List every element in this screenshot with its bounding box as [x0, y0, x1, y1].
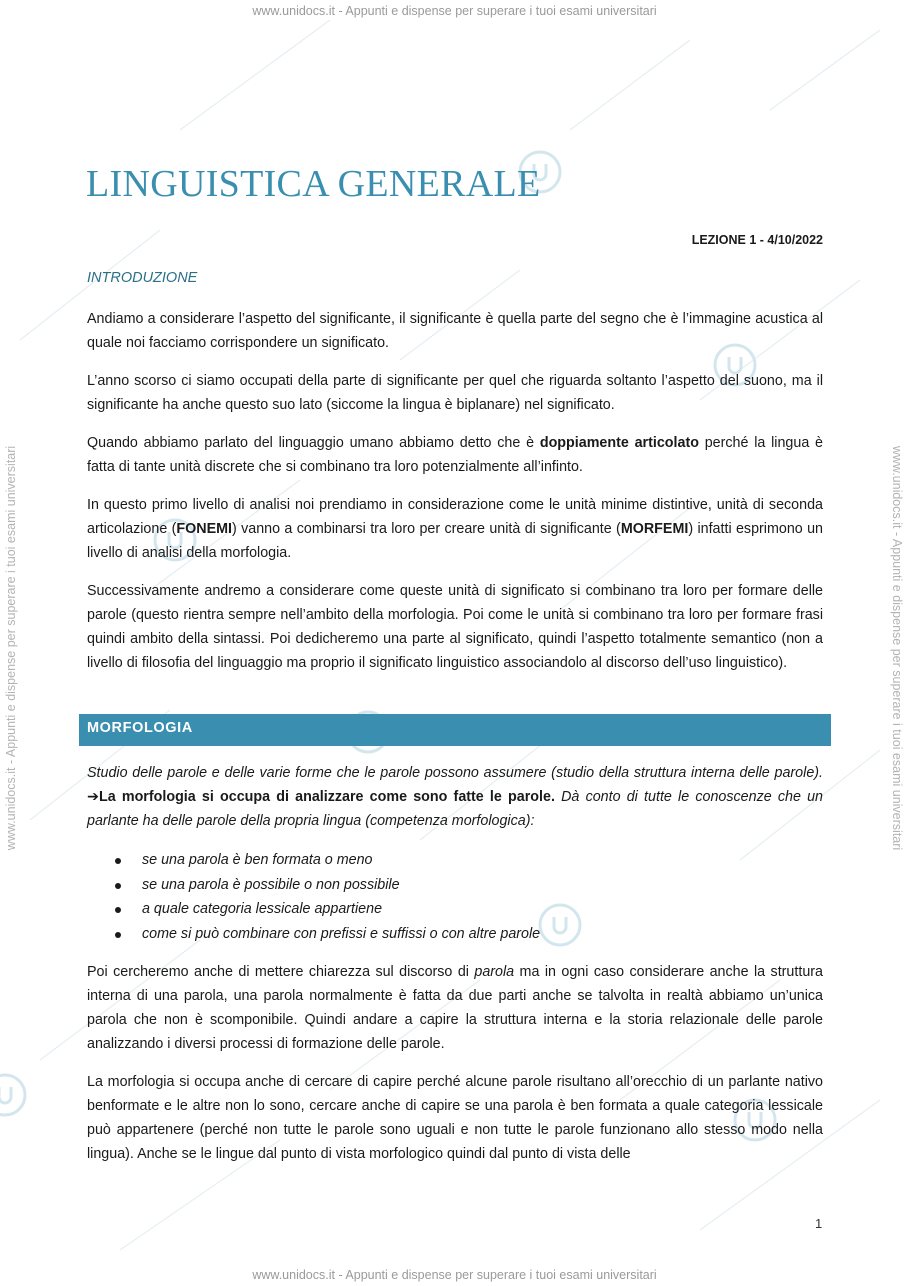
paragraph-1: Andiamo a considerare l’aspetto del significante, il significante è quella parte del segno che è l’immagine acustica al quale noi facciamo corrispondere un significato. — [87, 311, 823, 351]
morphology-intro-text-1: Studio delle parole e delle varie forme che le parole possono assumere (studio della struttura interna delle parole). — [87, 765, 823, 781]
bullet-icon — [115, 883, 121, 889]
bullet-icon — [115, 907, 121, 913]
watermark-left: www.unidocs.it - Appunti e dispense per superare i tuoi esami universitari — [4, 445, 18, 851]
paragraph-3 — [87, 431, 823, 479]
list-item-text: se una parola è possibile o non possibile — [142, 876, 400, 893]
paragraph-7 — [87, 960, 823, 1056]
list-item-text: a quale categoria lessicale appartiene — [142, 901, 383, 917]
watermark-top[interactable]: www.unidocs.it - Appunti e dispense per superare i tuoi esami universitari — [252, 4, 657, 18]
intro-heading: INTRODUZIONE — [87, 270, 198, 286]
watermark-right: www.unidocs.it - Appunti e dispense per superare i tuoi esami universitari — [890, 445, 904, 851]
section-heading: MORFOLOGIA — [87, 720, 193, 736]
unidocs-logo-icon — [0, 1075, 25, 1115]
morphology-intro-text-2: Dà conto di tutte le conoscenze che un parlante ha delle parole della propria lingua (competenza morfologica): — [87, 789, 824, 829]
paragraph-7-text-end: ma in ogni caso considerare anche la struttura interna di una parola, una parola normalmente è fatta da due parti anche se talvolta in realtà abbiamo un’unica parola che non è scomponibile. Quindi andare a capire la struttura interna e la storia relazionale delle parole analizzando i diversi processi di formazione delle parole. — [87, 964, 823, 1052]
list-item — [115, 873, 540, 898]
page-number: 1 — [815, 1216, 823, 1231]
list-item — [115, 848, 540, 873]
paragraph-4-text-3: ) infatti esprimono un livello di analisi della morfologia. — [87, 521, 823, 561]
paragraph-3-text-end: perché la lingua è fatta di tante unità discrete che si combinano tra loro potenzialmente all’infinto. — [87, 435, 823, 475]
term-fonemi: FONEMI — [176, 521, 232, 537]
paragraph-5: Successivamente andremo a considerare come queste unità di significato si combinano tra loro per formare delle parole (questo rientra sempre nell’ambito della morfologia. Poi come le unità si combinano tra loro per formare frasi quindi ambito della sintassi. Poi dedicheremo una parte al significato, quindi l’aspetto totalmente semantico (non a livello di filosofia del linguaggio ma proprio il significato linguistico associandolo al discorso dell’uso linguistico). — [87, 583, 823, 671]
paragraph-4-text-2: ) vanno a combinarsi tra loro per creare unità di significante ( — [232, 521, 621, 537]
competence-list — [115, 848, 540, 946]
paragraph-4-text-1: In questo primo livello di analisi noi prendiamo in considerazione come le unità minime distintive, unità di seconda articolazione ( — [87, 497, 823, 537]
bullet-icon — [115, 932, 121, 938]
arrow-icon: ➔ — [87, 789, 99, 805]
section-heading-bar — [79, 714, 831, 746]
lesson-label: LEZIONE 1 - 4/10/2022 — [691, 233, 823, 247]
morphology-definition: La morfologia si occupa di analizzare come sono fatte le parole. — [98, 789, 555, 805]
watermark-bottom[interactable]: www.unidocs.it - Appunti e dispense per superare i tuoi esami universitari — [252, 1268, 657, 1282]
list-item — [115, 897, 540, 922]
term-morfemi: MORFEMI — [620, 521, 689, 537]
document-title: LINGUISTICA GENERALE — [86, 163, 541, 205]
paragraph-2: L’anno scorso ci siamo occupati della parte di significante per quel che riguarda soltanto l’aspetto del suono, ma il significante ha anche questo suo lato (siccome la lingua è biplanare) nel significato. — [87, 373, 823, 413]
term-parola: parola — [474, 964, 515, 980]
unidocs-logo-icon — [540, 905, 580, 945]
paragraph-4 — [87, 493, 823, 565]
list-item-text: come si può combinare con prefissi e suffissi o con altre parole — [142, 925, 541, 942]
bullet-icon — [115, 858, 121, 864]
paragraph-3-text: Quando abbiamo parlato del linguaggio umano abbiamo detto che è — [87, 435, 540, 451]
list-item-text: se una parola è ben formata o meno — [142, 852, 373, 868]
list-item — [115, 922, 540, 947]
paragraph-8: La morfologia si occupa anche di cercare di capire perché alcune parole risultano all’orecchio di un parlante nativo benformate e le altre non lo sono, cercare anche di capire se una parola è ben formata a quale categoria lessicale può appartenere (perché non tutte le parole sono uguali e non tutte le parole funzionano allo stesso modo nella lingua). Anche se le lingue dal punto di vista morfologico quindi dal punto di vista delle — [87, 1074, 823, 1162]
morphology-intro — [87, 761, 823, 833]
paragraph-7-text: Poi cercheremo anche di mettere chiarezza sul discorso di — [87, 964, 475, 980]
term-doppiamente-articolato: doppiamente articolato — [539, 435, 699, 451]
